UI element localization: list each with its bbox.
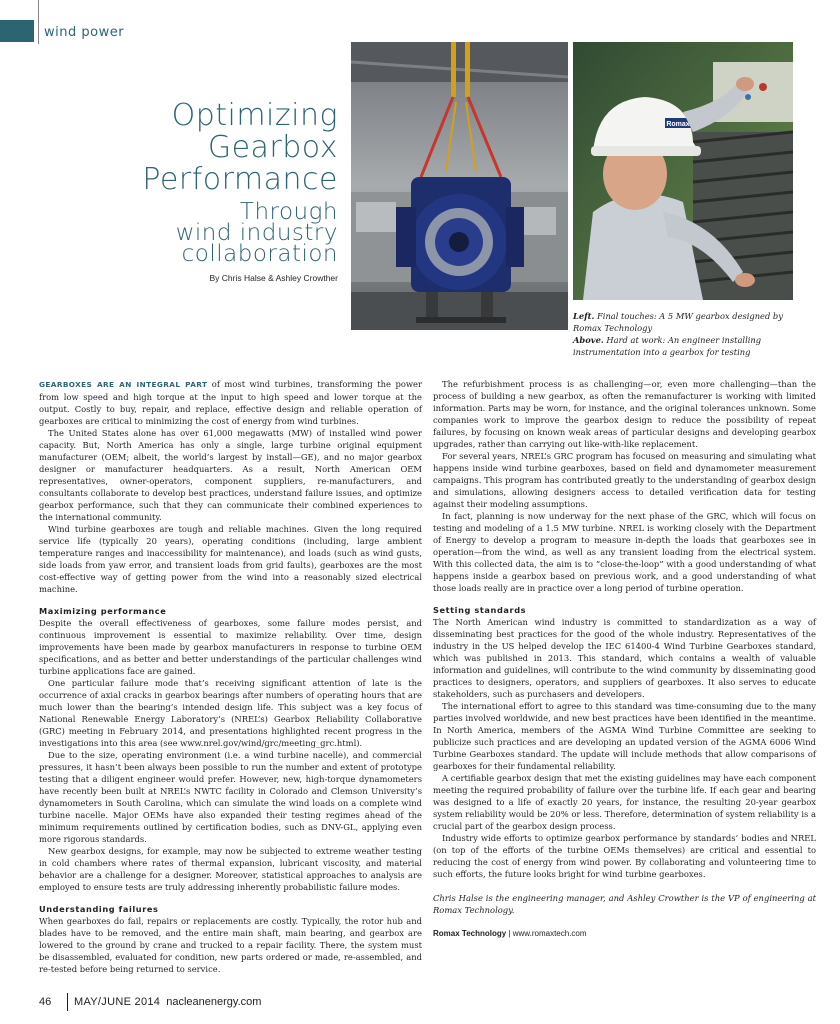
subheading-maximizing: Maximizing performance: [39, 606, 167, 616]
body-paragraph-1: [39, 378, 422, 427]
body-paragraph-9: The refurbishment process is as challenging—or, even more challenging—than the process of building a new gearbox, as often the remanufacturer is working with limited information. Parts may be worn, for instance, and the original tolerances unknown. Some companies work to improve the gearbox design to reduce the possibility of repeat failures, by focusing on known weak areas of particular designs and developing gearbox upgrades, rather than carrying out like-with-like replacement.: [433, 379, 816, 449]
issue-date: MAY/JUNE 2014: [74, 996, 161, 1008]
subtitle-line-2: wind industry: [175, 220, 338, 246]
body-column-right: [433, 378, 816, 940]
credit-separator: |: [506, 929, 513, 938]
lead-in: GEARBOXES ARE AN INTEGRAL PART: [39, 380, 208, 389]
body-paragraph-11: In fact, planning is now underway for the next phase of the GRC, which will focus on testing and modeling of a 1.5 MW turbine. NREL is working closely with the Department of Energy to develop a program to measure in-depth the loads that gearboxes see in operation—from the wind, as well as any transient loading from the electrical system. With this collected data, the aim is to “close-the-loop” with a good understanding of what happens inside a gearbox based on previous work, and a good understanding of what those loads really are in practice over a long period of turbine operation.: [433, 511, 816, 593]
body-paragraph-7: New gearbox designs, for example, may now be subjected to extreme weather testing in cold chambers where rates of thermal expansion, lubricant viscosity, and material behavior are a challenge for a designer. Moreover, statistical approaches to analysis are employed to ensure tests are truly addressing inherently probabilistic failure modes.: [39, 846, 422, 892]
caption-left-label: Left.: [573, 311, 595, 321]
section-label: wind power: [44, 25, 125, 40]
helmet-logo-text: Romax: [666, 121, 690, 128]
body-paragraph-4: Despite the overall effectiveness of gearboxes, some failure modes persist, and continuous improvement is essential to maximize reliability. Over time, design improvements have been made by gearbox manufacturers in response to turbine OEM specifications, and as better and better understandings of the particular challenges wind turbine applications face are gained.: [39, 618, 422, 676]
subheading-understanding: Understanding failures: [39, 904, 159, 914]
body-paragraph-15: Industry wide efforts to optimize gearbox performance by standards’ bodies and NREL (on top of the efforts of the turbine OEMs themselves) are critical and essential to reducing the cost of energy from wind power. By collaborating and volunteering time to such efforts, the future looks bright for wind turbine gearboxes.: [433, 833, 816, 879]
body-paragraph-5: One particular failure mode that’s receiving significant attention of late is the occurrence of axial cracks in gearbox bearings after numbers of operating hours that are much lower than the bearing’s intended design life. This subject was a key focus of National Renewable Energy Laboratory’s (NREL’s) Gearbox Reliability Collaborative (GRC) meeting in February 2014, and presentations highlighted recent progress in the investigations into this area (see www.nrel.gov/wind/grc/meeting_grc.html).: [39, 678, 422, 748]
page-number: 46: [39, 996, 52, 1008]
caption-left-text: Final touches: A 5 MW gearbox designed by Romax Technology: [573, 311, 783, 333]
credit-url: www.romaxtech.com: [512, 929, 587, 938]
subheading-standards: Setting standards: [433, 605, 527, 615]
article-title: [142, 100, 338, 265]
body-paragraph-3: Wind turbine gearboxes are tough and reliable machines. Given the long required service life (typically 20 years), operating conditions (including, large ambient temperature ranges and inaccessibility for maintenance), and loads (such as wind gusts, side loads from yaw error, and transient loads from grid faults), gearboxes are the most cost-effective way of getting power from the wind into a reasonably sized electrical machine.: [39, 524, 422, 594]
author-bio: Chris Halse is the engineering manager, and Ashley Crowther is the VP of engineering at Romax Technology.: [433, 893, 816, 915]
body-paragraph-14: A certifiable gearbox design that met the existing guidelines may have each component meeting the required probability of failure over the turbine life. If each gear and bearing was designed to a life of exactly 20 years, for instance, the resulting 20-year gearbox system reliability would be 20% or less. Therefore, determination of system reliability is a crucial part of the gearbox design process.: [433, 773, 816, 831]
body-paragraph-13: The international effort to agree to this standard was time-consuming due to the many parties involved worldwide, and new best practices have been identified in the meantime. In North America, members of the AGMA Wind Turbine Committee are seeking to publicize such practices and are developing an updated version of the AGMA 6006 Wind Turbine Gearboxes standard. The update will include methods that allow comparisons of gearboxes for their fundamental reliability.: [433, 701, 816, 771]
body-paragraph-8: When gearboxes do fail, repairs or replacements are costly. Typically, the rotor hub and blades have to be removed, and the entire main shaft, main bearing, and gearbox are lowered to the ground by crane and trucked to a repair facility. There, the system must be disassembled, evaluated for condition, new parts ordered or made, re-assembled, and re-tested before being returned to service.: [39, 916, 422, 974]
body-paragraph-2: The United States alone has over 61,000 megawatts (MW) of installed wind power capacity. But, North America has only a single, large turbine original equipment manufacturer (OEM; albeit, the world’s largest by install—GE), and no major gearbox designer or manufacturer headquarters. As a result, North American OEM representatives, owner-operators, component suppliers, re-manufacturers, and consultants collaborate to develop best practices, understand failure issues, and optimize gearbox performance, such that they can communicate their combined experiences to the international community.: [39, 428, 422, 522]
body-paragraph-6: Due to the size, operating environment (i.e. a wind turbine nacelle), and commercial pressures, it hasn’t been always been possible to run the number and extent of prototype testing that a diligent engineer would prefer. However, new, high-torque dynamometers have recently been built at NREL’s NWTC facility in Colorado and Clemson University’s dynamometers in South Carolina, which can simulate the wind loads on a complete wind turbine nacelle. Major OEMs have also expanded their testing regimes ahead of the minimum requirements outlined by certification bodies, such as DNV-GL, applying even more rigorous standards.: [39, 750, 422, 844]
caption-above-label: Above.: [573, 335, 604, 345]
subtitle-line-3: collaboration: [181, 241, 338, 267]
byline: By Chris Halse & Ashley Crowther: [209, 273, 338, 283]
photo-caption: [573, 310, 803, 358]
website-url: nacleanenergy.com: [166, 996, 262, 1008]
gearbox-photo: [351, 42, 568, 330]
subtitle-line-1: Through: [239, 199, 338, 225]
header-divider: [38, 0, 39, 44]
body-text: of most wind turbines, transforming the power from low speed and high torque at the input to high speed and lower torque at the output. Costly to buy, repair, and replace, effective design and reliable operation of gearboxes are critical to minimizing the cost of energy from wind turbines.: [39, 379, 422, 426]
footer-divider: [67, 993, 68, 1011]
title-line-3: Performance: [142, 162, 338, 197]
title-line-1: Optimizing: [171, 98, 338, 133]
credit-company: Romax Technology: [433, 929, 507, 938]
engineer-photo: [573, 42, 793, 300]
caption-above-text: Hard at work: An engineer installing instrumentation into a gearbox for testing: [573, 335, 762, 357]
company-credit: [433, 928, 816, 940]
article-subtitle: [142, 199, 338, 267]
body-paragraph-10: For several years, NREL’s GRC program has focused on measuring and simulating what happens inside wind turbine gearboxes, based on field and dynamometer measurement campaigns. This program has contributed greatly to the understanding of gearbox design and simulations, allowing designers access to detailed verification data for testing against their modeling assumptions.: [433, 451, 816, 509]
page-footer: [39, 992, 261, 1012]
body-paragraph-12: The North American wind industry is committed to standardization as a way of disseminating best practices for the good of the whole industry. Representatives of the industry in the US helped develop the IEC 61400-4 Wind Turbine Gearboxes standard, which was published in 2013. This standard, which contains a wealth of valuable information and guidelines, will contribute to the wind community by disseminating good practices to designers, operators, and suppliers of gearboxes. It also serves to educate stakeholders, such as purchasers and developers.: [433, 617, 816, 699]
body-column-left: [39, 378, 422, 975]
title-line-2: Gearbox: [207, 130, 338, 165]
section-tab-marker: [0, 20, 34, 42]
